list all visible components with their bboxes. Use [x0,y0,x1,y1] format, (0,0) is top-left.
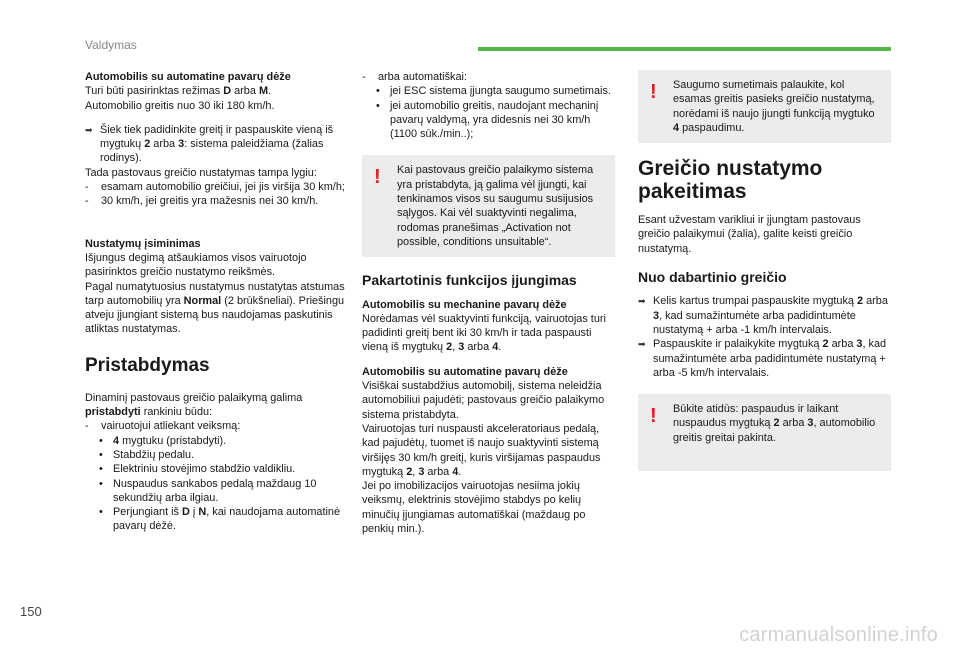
instruction-step: ➡ Šiek tiek padidinkite greitį ir paspauskite vieną iš mygtukų 2 arba 3: sistema paleidžiama (žalias rodinys). [85,123,334,165]
warning-box: ! Kai pastovaus greičio palaikymo sistema yra pristabdyta, ją galima vėl įjungti, kai tenkinamos visos su saugumu susijusios sąlygos. Kai vėl suaktyvinti negalima, rodomas pranešimas „Activation not possible, conditions unsuitable“. [362,155,615,257]
from-current-speed-heading: Nuo dabartinio greičio [638,269,787,286]
auto-gearbox-title-2: Automobilis su automatine pavarų dėže [362,365,568,378]
section-accent-bar [478,47,891,51]
dash-item: - 30 km/h, jei greitis yra mažesnis nei 30 km/h. [85,195,319,208]
change-setting-heading: Greičio nustatymo pakeitimas [638,157,823,204]
memory-text: Išjungus degimą atšaukiamos visos vairuotojo pasirinktos greičio nustatymo reikšmės. [85,251,307,279]
tada-text: Tada pastovaus greičio nustatymas tampa lygiu: [85,166,317,179]
memory-text-2: Pagal numatytuosius nustatymus nustatytas atstumas tarp automobilių yra Normal (2 brūkšneliai). Priešingu atveju įjungiant sistemą bus naudojamas paskutinis atliktas nustatymas. [85,280,345,336]
column-3 [638,70,891,471]
reactivation-heading: Pakartotinis funkcijos įjungimas [362,272,577,289]
arrow-check-icon: ➡ [638,339,646,350]
speed-range-text: Automobilio greitis nuo 30 iki 180 km/h. [85,99,275,112]
watermark: carmanualsonline.info [739,624,938,646]
list-item: • 4 mygtuku (pristabdyti). [99,434,227,447]
auto-gearbox-text-3: Vairuotojas turi nuspausti akceleratoriaus pedalą, kad pajudėtų, tuomet iš naujo suaktyvinti sistemą viršijęs 30 km/h greitį, kuris viršijamas paspaudus mygtuką 2, 3 arba 4. [362,422,601,478]
column-2 [362,70,615,536]
warning-box: ! Būkite atidūs: paspaudus ir laikant nuspaudus mygtuką 2 arba 3, automobilio greitis greitai pakinta. [638,394,891,471]
list-item: • Perjungiant iš D į N, kai naudojama automatinė pavarų dėžė. [99,506,341,533]
memory-title: Nustatymų įsiminimas [85,237,201,250]
page-number: 150 [20,604,42,619]
dash-item: - esamam automobilio greičiui, jei jis viršija 30 km/h; [85,181,345,194]
list-item: • jei ESC sistema įjungta saugumo sumetimais. [376,85,611,98]
warning-box: ! Saugumo sumetimais palaukite, kol esamas greitis pasieks greičio nustatymą, norėdami iš naujo įjungti funkciją mygtuko 4 paspaudimu. [638,70,891,143]
exclamation-warning-icon: ! [650,405,657,428]
list-item: • Stabdžių pedalu. [99,448,195,461]
dash-item: - arba automatiškai: [362,71,467,83]
change-setting-text: Esant užvestam varikliui ir įjungtam pastovaus greičio palaikymui (žalia), galite keisti greičio nustatymą. [638,214,861,255]
auto-gearbox-text-2: Visiškai sustabdžius automobilį, sistema neleidžia automobiliui pajudėti; pastovaus greičio palaikymo sistema pristabdyta. [362,380,605,421]
dash-item: - vairuotojui atliekant veiksmą: [85,420,241,433]
section-header: Valdymas [85,38,137,52]
manual-gearbox-text: Norėdamas vėl suaktyvinti funkciją, vairuotojas turi padidinti greitį bent iki 30 km/h ir tada paspausti vieną iš mygtukų 2, 3 arba 4. [362,312,606,354]
list-item: • jei automobilio greitis, naudojant mechaninį pavarų valdymą, yra didesnis nei 30 km/h (1100 sūk./min..); [376,99,599,141]
list-item: • Nuspaudus sankabos pedalą maždaug 10 sekundžių arba ilgiau. [99,477,317,504]
list-item: • Elektriniu stovėjimo stabdžio valdikliu. [99,463,296,476]
arrow-check-icon: ➡ [638,296,646,307]
pristab-text: Dinaminį pastovaus greičio palaikymą galima pristabdyti rankiniu būdu: [85,391,303,419]
instruction-step: ➡ Kelis kartus trumpai paspauskite mygtuką 2 arba 3, kad sumažintumėte arba padidintumėte nustatymą + arba -1 km/h intervalais. [638,295,888,336]
exclamation-warning-icon: ! [650,81,657,103]
auto-gearbox-text: Turi būti pasirinktas režimas D arba M. [85,85,272,98]
column-1 [85,70,350,534]
exclamation-warning-icon: ! [374,166,381,189]
pristabdymas-heading: Pristabdymas [85,354,210,376]
auto-gearbox-text-4: Jei po imobilizacijos vairuotojas nesiima jokių veiksmų, elektrinis stovėjimo stabdys po kelių minučių įjungiamas automatiškai (maždaug po penkių min.). [362,480,586,536]
arrow-check-icon: ➡ [85,124,93,135]
auto-gearbox-title: Automobilis su automatine pavarų dėže [85,71,291,83]
manual-gearbox-title: Automobilis su mechanine pavarų dėže [362,298,567,311]
instruction-step: ➡ Paspauskite ir palaikykite mygtuką 2 arba 3, kad sumažintumėte arba padidintumėte nustatymą + arba -5 km/h intervalais. [638,338,887,379]
